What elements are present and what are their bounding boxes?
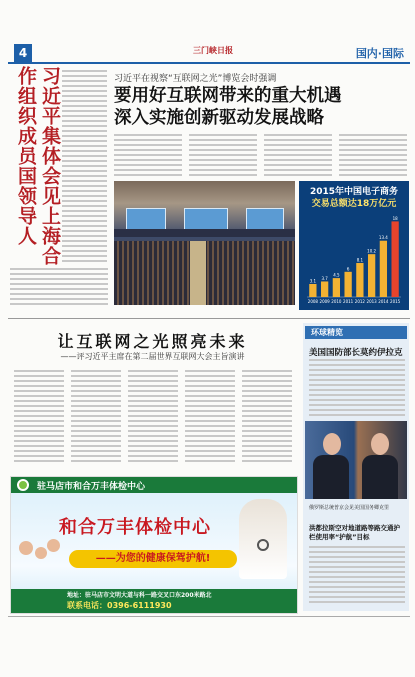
ad-logo-icon [17,479,29,491]
sidebar-story-1-title: 美国国防部长莫约伊拉克 [309,348,403,358]
chart-category-label: 2008 [307,299,318,304]
top-story-kicker: 习近平在视察“互联网之光”博览会时强调 [114,74,277,84]
chart-value-label: 8.1 [356,257,364,263]
chart-category-label: 2013 [366,299,377,304]
chart-subtitle: 交易总额达18万亿元 [311,199,397,209]
section-divider [8,318,410,319]
chart-bar [344,272,351,297]
ad-brand-bar [11,477,298,493]
chart-bar [356,263,363,297]
page-number: 4 [14,44,32,62]
headline-line-1: 要用好互联网带来的重大机遇 [114,86,342,106]
chart-value-label: 18 [392,215,398,221]
sidebar-story-2-body [309,546,405,606]
chart-value-label: 3.1 [309,278,317,284]
sidebar-story-1-body [309,359,405,419]
ad-address: 地址：驻马店市文明大道与科一路交叉口东200米路北 [67,592,212,599]
chart-bar [333,278,340,297]
health-center-ad [10,476,298,614]
chart-plot [299,207,409,310]
page-header [8,42,410,64]
headline-line-2: 深入实施创新驱动发展战略 [114,108,324,128]
left-article-body [62,70,107,266]
chart-category-label: 2009 [319,299,330,304]
ad-brand: 驻马店市和合万丰体检中心 [37,482,146,492]
left-article-footer [10,268,108,308]
paper-logo: 三门峡日报 [193,45,233,55]
chart-value-label: 10.2 [367,248,377,254]
page-footer [8,616,410,624]
section-title: 国内·国际 [355,47,404,60]
sidebar-photo [305,421,407,499]
chart-title: 2015年中国电子商务 [309,187,399,197]
chart-bar [309,284,316,297]
commentary-subtitle: ——评习近平主席在第二届世界互联网大会主旨演讲 [60,352,245,361]
ad-title: 和合万丰体检中心 [59,517,211,538]
sidebar-photo-caption: 俄罗斯总统普京会见美国国务卿克里 [309,505,390,511]
chart-value-label: 6 [346,266,350,272]
top-story-headline [114,85,342,129]
chart-category-label: 2012 [354,299,365,304]
conference-photo [114,181,295,305]
commentary-body [14,370,296,466]
chart-category-label: 2011 [343,299,354,304]
vertical-headline: 习近平集体会见上海合作组织成员国领导人 [15,66,61,266]
ecommerce-chart [299,181,409,310]
chart-value-label: 4.5 [333,272,340,278]
sidebar-header: 环球精览 [305,326,407,339]
chart-value-label: 13.4 [378,235,388,241]
chart-bar [368,254,375,297]
chart-category-label: 2014 [378,299,389,304]
chart-bar [380,241,387,297]
chart-category-label: 2010 [331,299,342,304]
chart-value-label: 3.7 [321,275,328,281]
family-illustration [17,537,61,591]
world-news-sidebar [303,323,409,611]
stethoscope-icon [257,539,269,551]
sidebar-story-2-title: 洪都拉斯空对地道路等路交通护栏使用率“护航”目标 [309,524,400,541]
chart-bar [321,281,328,297]
chart-category-label: 2015 [390,299,401,304]
commentary-headline: 让互联网之光照亮未来 [57,332,248,351]
top-story-body [114,134,409,178]
chart-bar [391,221,398,297]
ad-slogan: ——为您的健康保驾护航! [69,550,237,568]
ad-phone: 联系电话：0396-6111930 [67,601,172,610]
